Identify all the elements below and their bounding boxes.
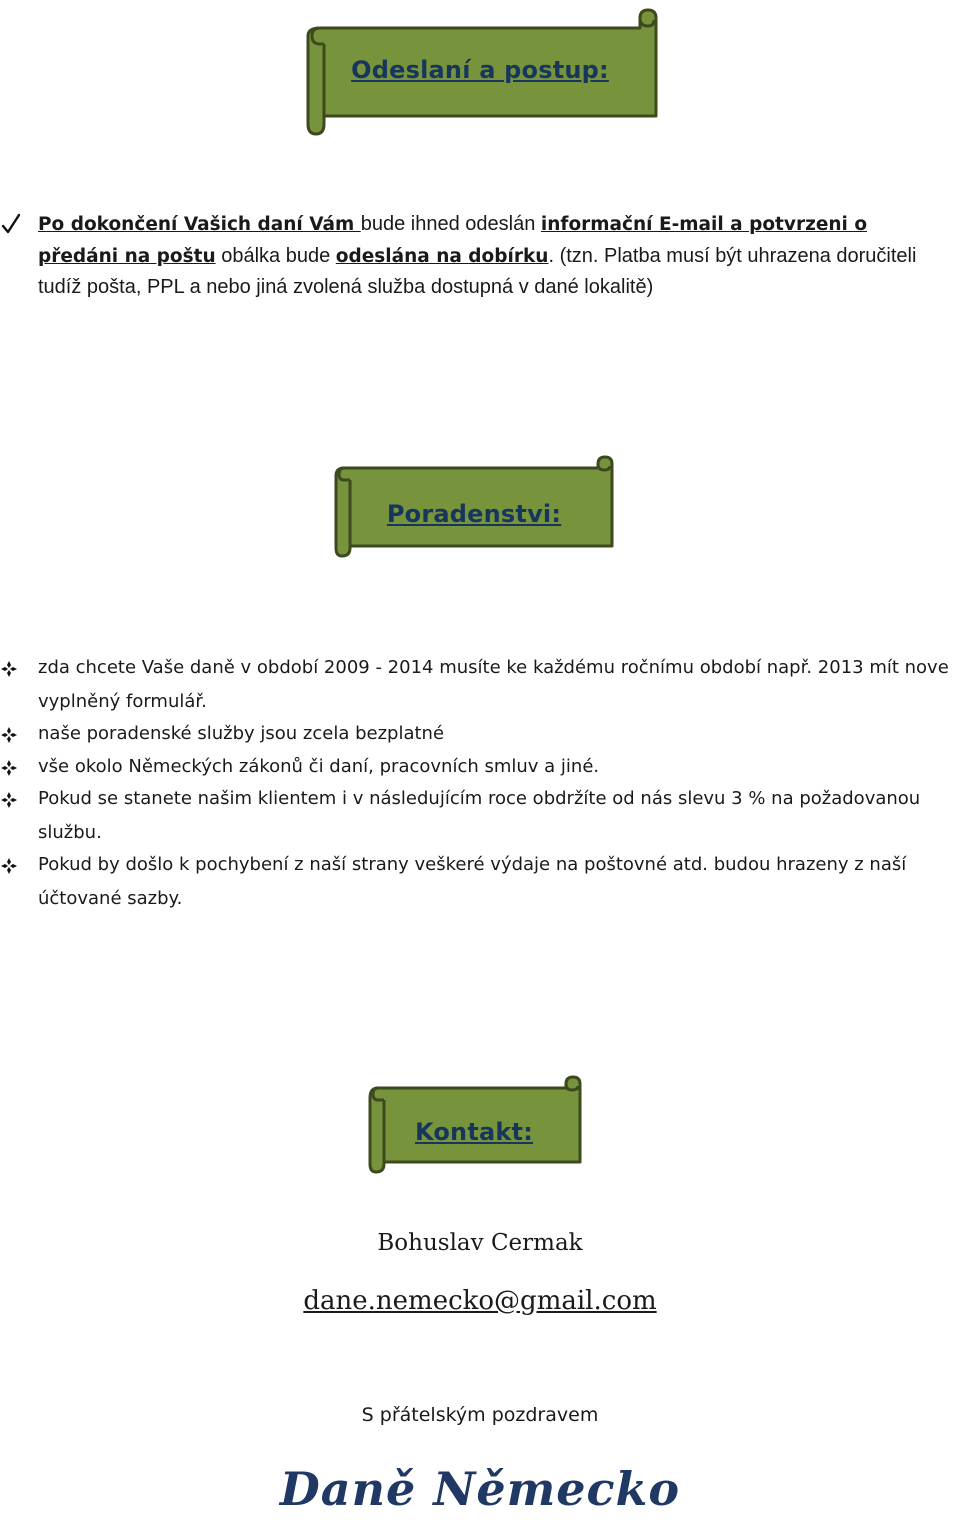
list-item	[38, 717, 953, 751]
list-item-text: zda chcete Vaše daně v období 2009 - 2014 musíte ke každému ročnímu období např. 2013 mít nove vyplněný formulář.	[38, 657, 949, 712]
checkmark-icon	[0, 209, 22, 240]
list-item	[38, 782, 953, 850]
banner-title: Poradenstvi:	[386, 500, 562, 528]
list-item-text: naše poradenské služby jsou zcela bezplatné	[38, 723, 445, 744]
banner-shipping	[298, 4, 662, 138]
diamond-bullet-icon	[0, 726, 18, 744]
list-item-text: Pokud by došlo k pochybení z naší strany veškeré výdaje na poštovné atd. budou hrazeny z naší účtované sazby.	[38, 854, 907, 909]
shipping-u1: Po dokončení Vašich daní Vám	[38, 214, 361, 235]
diamond-bullet-icon	[0, 759, 18, 777]
contact-email[interactable]	[0, 1286, 960, 1316]
email-link[interactable]: dane.nemecko@gmail.com	[303, 1286, 657, 1316]
diamond-bullet-icon	[0, 791, 18, 809]
banner-title: Kontakt:	[414, 1118, 534, 1146]
diamond-bullet-icon	[0, 660, 18, 678]
signature-logo: Daně Německo	[279, 1462, 681, 1516]
banner-contact	[364, 1074, 584, 1174]
shipping-t3: . (tzn.	[548, 244, 599, 267]
list-item	[38, 651, 953, 719]
banner-advice	[332, 454, 616, 558]
shipping-paragraph	[38, 209, 953, 304]
list-item	[38, 750, 953, 784]
list-item	[38, 848, 953, 916]
contact-name: Bohuslav Cermak	[377, 1230, 583, 1256]
shipping-t2: obálka bude	[215, 244, 336, 267]
shipping-t1: bude ihned odeslán	[360, 213, 541, 235]
diamond-bullet-icon	[0, 857, 18, 875]
greeting: S přátelským pozdravem	[361, 1404, 599, 1426]
shipping-u2: informační E-mail a potvrzeni o předáni na poštu	[38, 214, 868, 267]
banner-title: Odeslaní a postup:	[351, 56, 609, 84]
shipping-t4: Platba musí být uhrazena doručiteli tudíž pošta, PPL a nebo jiná zvolená služba dostupná v dané lokalitě)	[38, 244, 917, 298]
shipping-u3: odeslána na dobírku	[335, 245, 549, 267]
list-item-text: vše okolo Německých zákonů či daní, pracovních smluv a jiné.	[38, 756, 600, 777]
list-item-text: Pokud se stanete našim klientem i v následujícím roce obdržíte od nás slevu 3 % na požadovanou službu.	[38, 788, 921, 843]
